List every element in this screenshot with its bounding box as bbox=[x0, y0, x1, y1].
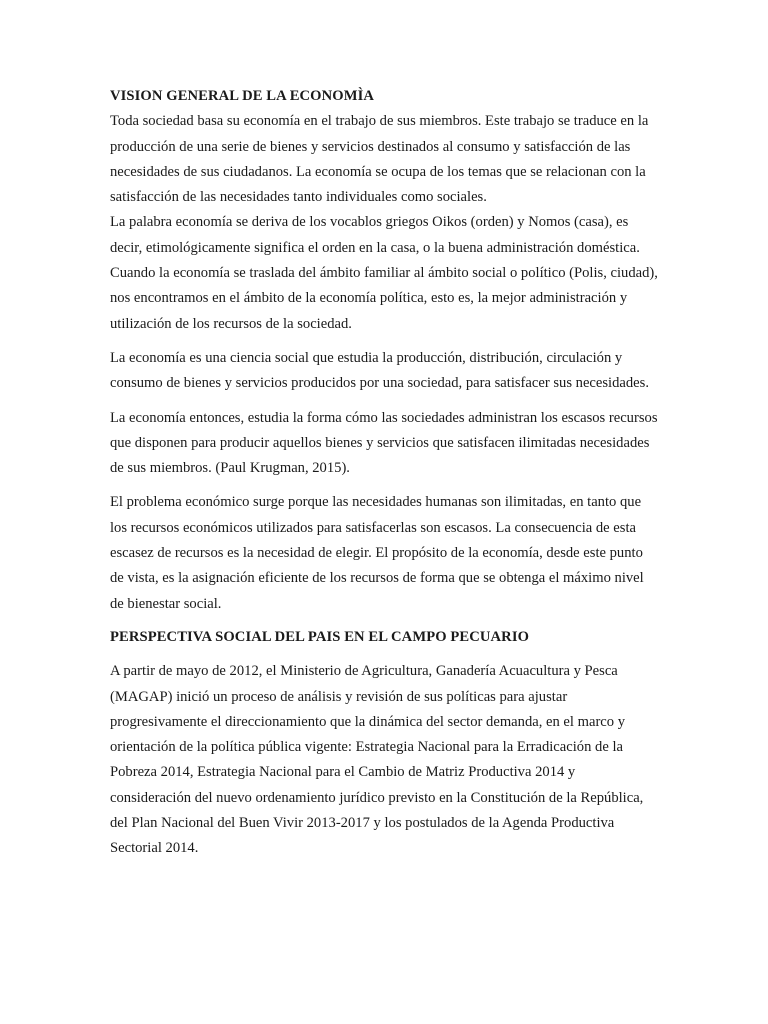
paragraph-problema-economico: El problema económico surge porque las necesidades humanas son ilimitadas, en tanto que los recursos económicos utilizados para satisfacerlas son escasos. La consecuencia de esta escasez de recursos es la necesidad de elegir. El propósito de la economía, desde este punto de vista, es la asignación eficiente de los recursos de forma que se obtenga el máximo nivel de bienestar social. bbox=[110, 494, 644, 612]
paragraph-sociedad-economia: Toda sociedad basa su economía en el trabajo de sus miembros. Este trabajo se traduce en la producción de una serie de bienes y servicios destinados al consumo y satisfacción de las necesidades de sus ciudadanos. La economía se ocupa de los temas que se relacionan con la satisfacción de las necesidades tanto individuales como sociales. bbox=[110, 113, 649, 206]
paragraph-ciencia-social: La economía es una ciencia social que estudia la producción, distribución, circulación y consumo de bienes y servicios producidos por una sociedad, para satisfacer sus necesidades. bbox=[110, 349, 649, 392]
paragraph-magap: A partir de mayo de 2012, el Ministerio de Agricultura, Ganadería Acuacultura y Pesca (MAGAP) inició un proceso de análisis y revisión de sus políticas para ajustar progresivamente el direccionamiento que la dinámica del sector demanda, en el marco y orientación de la política pública vigente: Estrategia Nacional para la Erradicación de la Pobreza 2014, Estrategia Nacional para el Cambio de Matriz Productiva 2014 y consideración del nuevo ordenamiento jurídico previsto en la Constitución de la República, del Plan Nacional del Buen Vivir 2013-2017 y los postulados de la Agenda Productiva Sectorial 2014. bbox=[110, 663, 644, 857]
section-heading-perspectiva-social: PERSPECTIVA SOCIAL DEL PAIS EN EL CAMPO PECUARIO bbox=[110, 628, 530, 645]
document-page bbox=[110, 84, 658, 862]
section-heading-vision-general: VISION GENERAL DE LA ECONOMÌA bbox=[110, 88, 375, 104]
paragraph-economia-politica: Cuando la economía se traslada del ámbito familiar al ámbito social o político (Polis, ciudad), nos encontramos en el ámbito de la economía política, esto es, la mejor administración y utilización de los recursos de la sociedad. bbox=[110, 265, 658, 332]
paragraph-palabra-economia: La palabra economía se deriva de los vocablos griegos Oikos (orden) y Nomos (casa), es decir, etimológicamente significa el orden en la casa, o la buena administración doméstica. bbox=[110, 214, 640, 256]
paragraph-krugman: La economía entonces, estudia la forma cómo las sociedades administran los escasos recursos que disponen para producir aquellos bienes y servicios que satisfacen ilimitadas necesidades de sus miembros. (Paul Krugman, 2015). bbox=[110, 409, 658, 477]
